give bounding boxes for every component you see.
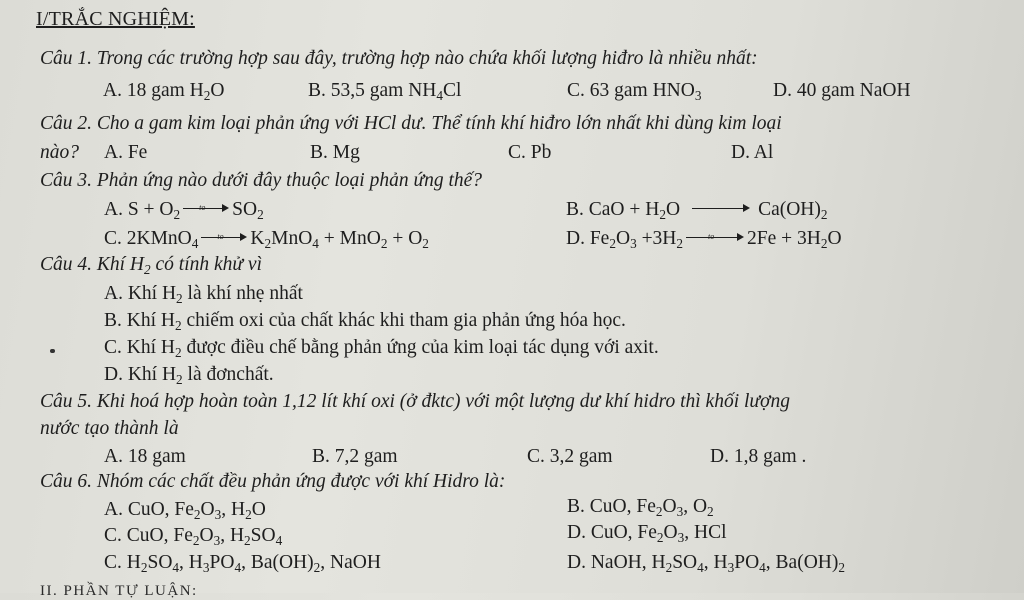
q1-option-b: B. 53,5 gam $NH_4Cl$ — [308, 80, 462, 103]
q1-option-a: A. 18 gam $H_2O$ — [103, 80, 225, 103]
reaction-arrow-icon: to — [183, 200, 229, 214]
question-5-cont: nước tạo thành là — [40, 418, 179, 439]
question-6: Câu 6. Nhóm các chất đều phản ứng được với khí Hidro là: — [40, 471, 506, 492]
pen-dot-mark — [50, 349, 55, 353]
question-2-cont: nào? — [40, 142, 79, 163]
q6-option-c: C. CuO, $Fe_2O_3$, $H_2SO_4$ — [104, 525, 283, 548]
q5-option-b: B. 7,2 gam — [312, 446, 398, 467]
q3-option-c: C. 2KMnO$_4$ to $K_2MnO_4 + MnO_2 + O_2$ — [104, 228, 429, 251]
q6-option-d: D. CuO, $Fe_2O_3$, HCl — [567, 522, 727, 545]
q2-option-b: B. Mg — [310, 142, 360, 163]
q5-option-c: C. 3,2 gam — [527, 446, 613, 467]
q3-option-d: D. $Fe_2O_3 +3H_2$ to $2Fe + 3H_2O$ — [566, 228, 842, 251]
q6-option-a: A. CuO, $Fe_2O_3$, $H_2O$ — [104, 499, 266, 522]
q5-option-a: A. 18 gam — [104, 446, 186, 467]
q3-option-a: A. $S + O_2$ to $SO_2$ — [104, 199, 264, 222]
reaction-arrow-icon: to — [686, 229, 744, 243]
reaction-arrow-icon: to — [201, 229, 247, 243]
q6-option-b: B. CuO, $Fe_2O_3$, $O_2$ — [567, 496, 714, 519]
next-section-title: II. PHẦN TỰ LUẬN: — [40, 583, 198, 599]
q4-option-c: C. Khí $H_2$ được điều chế bằng phản ứng của kim loại tác dụng với axit. — [104, 337, 659, 360]
question-1: Câu 1. Trong các trường hợp sau đây, trường hợp nào chứa khối lượng hiđro là nhiều nhất: — [40, 48, 758, 69]
q3-option-b: B. CaO + $H_2O$ $Ca(OH)_2$ — [566, 199, 828, 222]
q2-option-a: A. Fe — [104, 142, 148, 163]
q2-option-c: C. Pb — [508, 142, 552, 163]
question-2: Câu 2. Cho a gam kim loại phản ứng với HCl dư. Thể tính khí hiđro lớn nhất khi dùng kim loại — [40, 113, 782, 134]
q5-option-d: D. 1,8 gam . — [710, 446, 807, 467]
question-5: Câu 5. Khi hoá hợp hoàn toàn 1,12 lít khí oxi (ở đktc) với một lượng dư khí hidro thì khối lượng — [40, 391, 790, 412]
q6-option-d2: D. NaOH, $H_2SO_4$, $H_3PO_4$, $Ba(OH)_2$ — [567, 552, 845, 575]
q6-option-c2: C. $H_2SO_4$, $H_3PO_4$, $Ba(OH)_2$, NaOH — [104, 552, 381, 575]
q1-option-c: C. 63 gam $HNO_3$ — [567, 80, 702, 103]
question-3: Câu 3. Phản ứng nào dưới đây thuộc loại phản ứng thế? — [40, 170, 483, 191]
q1-option-d: D. 40 gam NaOH — [773, 80, 911, 101]
reaction-arrow-icon — [692, 200, 750, 214]
q4-option-d: D. Khí $H_2$ là đơnchất. — [104, 364, 274, 387]
q4-option-a: A. Khí $H_2$ là khí nhẹ nhất — [104, 283, 303, 306]
q4-option-b: B. Khí $H_2$ chiếm oxi của chất khác khi tham gia phản ứng hóa học. — [104, 310, 626, 333]
section-title: I/TRẮC NGHIỆM: — [36, 8, 195, 30]
q2-option-d: D. Al — [731, 142, 774, 163]
question-4: Câu 4. Khí $H_2$ có tính khử vì — [40, 254, 262, 277]
